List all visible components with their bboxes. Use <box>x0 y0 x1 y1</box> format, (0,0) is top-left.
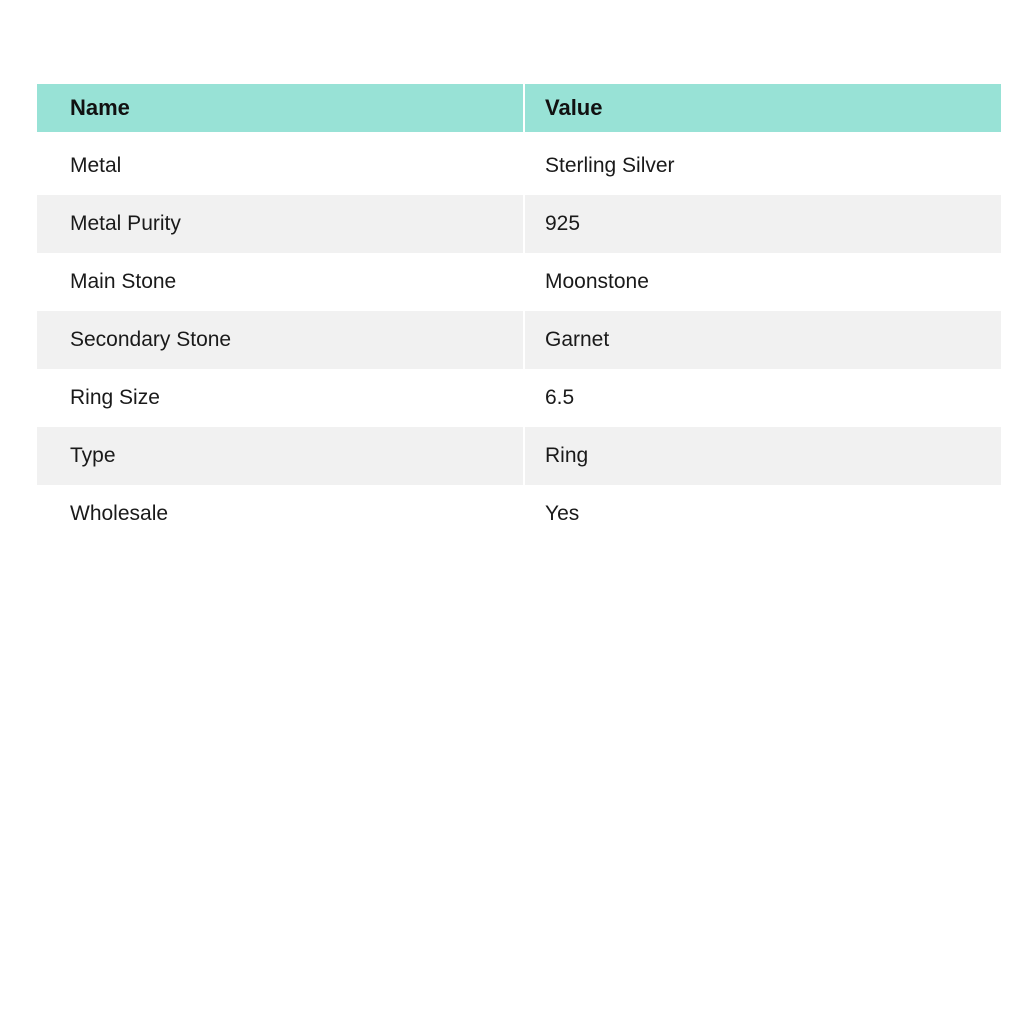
attribute-value-cell: Yes <box>545 502 580 525</box>
table-row <box>37 137 1001 195</box>
attribute-name-cell: Type <box>70 444 116 467</box>
attribute-name-cell: Metal <box>70 154 122 177</box>
attribute-value-cell: Ring <box>545 444 589 467</box>
table-row <box>37 195 1001 253</box>
table-row <box>37 485 1001 543</box>
table-row <box>37 311 1001 369</box>
attribute-value-cell: Moonstone <box>545 270 649 293</box>
column-header-name: Name <box>70 95 130 120</box>
attribute-name-cell: Ring Size <box>70 386 160 409</box>
column-header-value: Value <box>545 95 603 120</box>
attribute-value-cell: 6.5 <box>545 386 575 409</box>
product-attributes-table <box>37 84 1001 543</box>
attribute-name-cell: Metal Purity <box>70 212 181 235</box>
attribute-name-cell: Main Stone <box>70 270 177 293</box>
attribute-value-cell: Garnet <box>545 328 610 351</box>
table-body <box>37 137 1001 543</box>
table-row <box>37 369 1001 427</box>
table-row <box>37 253 1001 311</box>
attribute-name-cell: Secondary Stone <box>70 328 232 351</box>
attribute-value-cell: 925 <box>545 212 581 235</box>
table-row <box>37 427 1001 485</box>
attribute-name-cell: Wholesale <box>70 502 169 525</box>
attribute-value-cell: Sterling Silver <box>545 154 675 177</box>
table-header-row <box>37 84 1001 132</box>
